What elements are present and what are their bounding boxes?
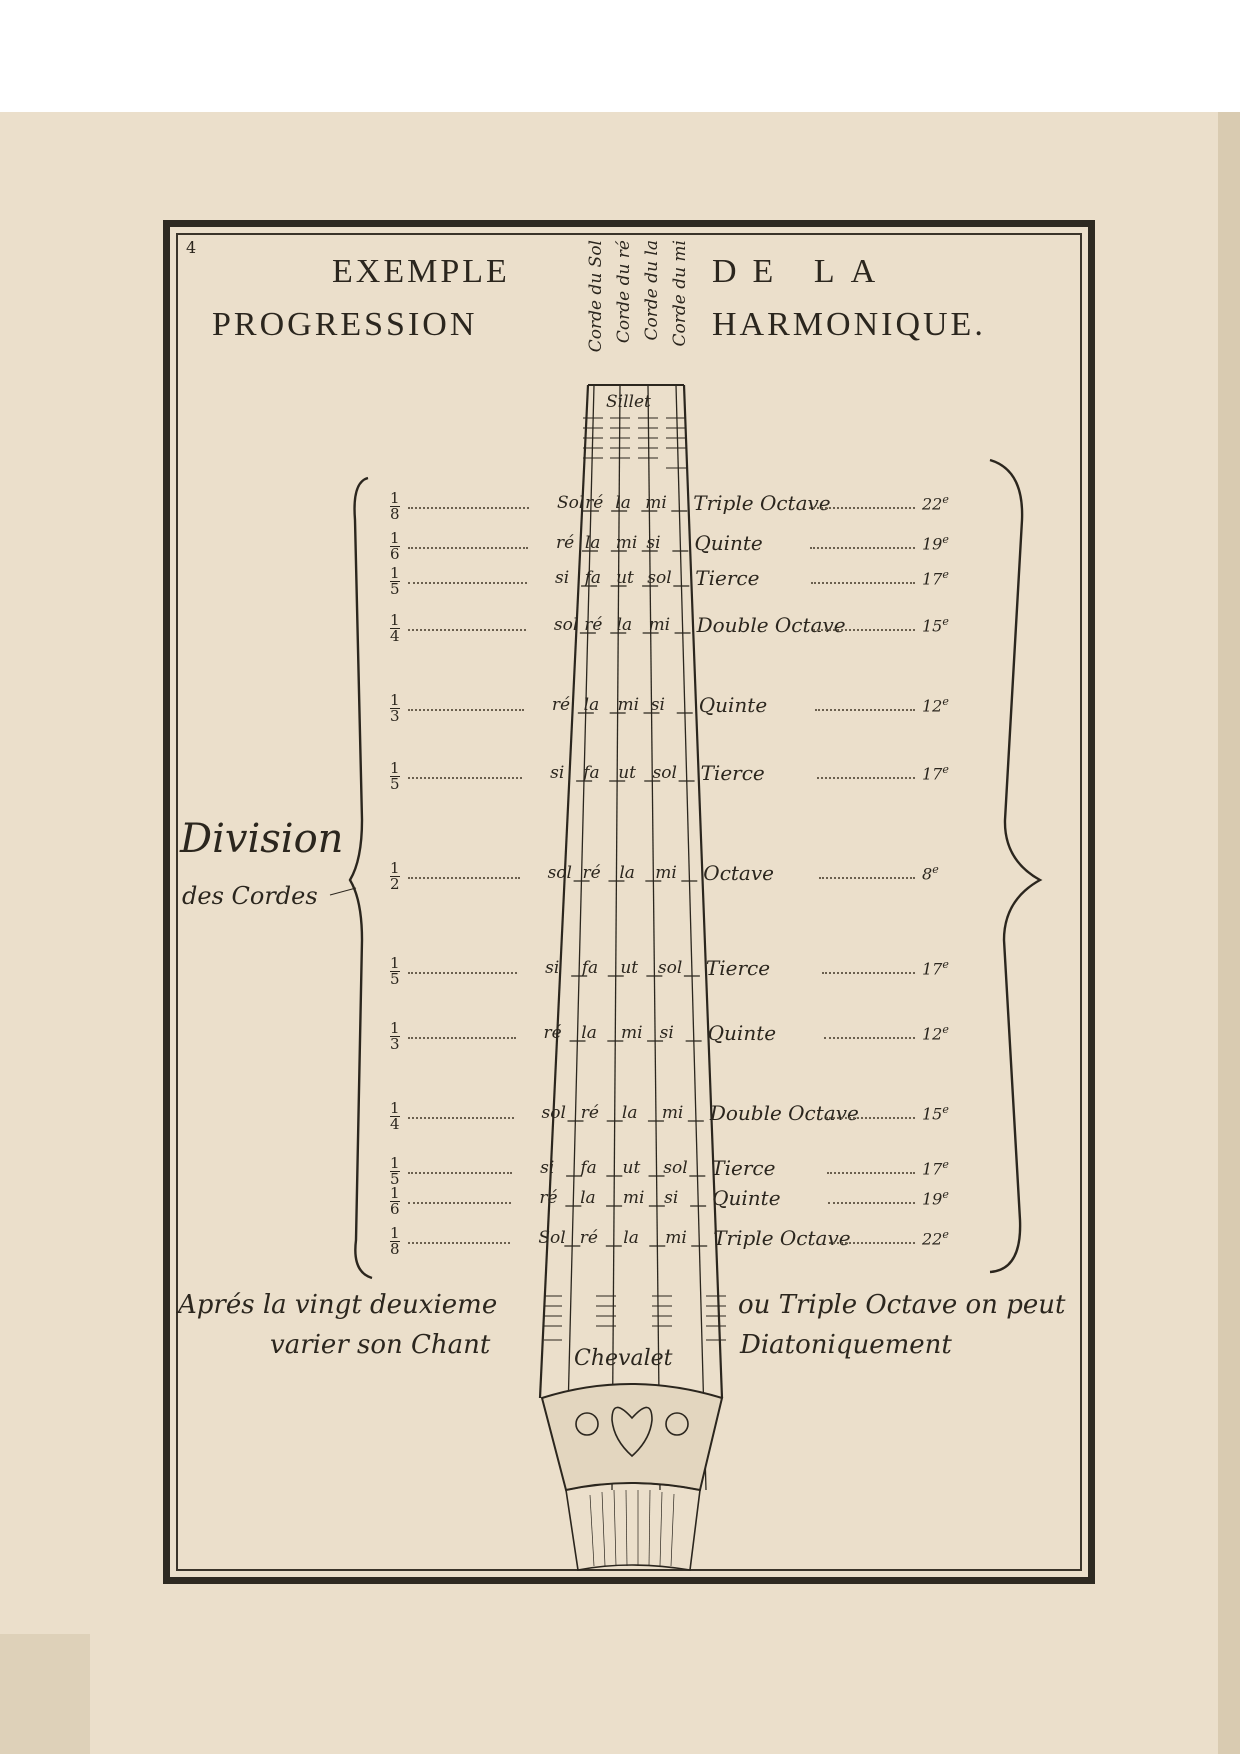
note-label: mi bbox=[665, 1228, 687, 1248]
leader-dots-right bbox=[810, 547, 915, 549]
interval-number-suffix: e bbox=[942, 695, 949, 708]
fraction-denominator: 5 bbox=[390, 775, 400, 793]
fraction-numerator: 1 bbox=[390, 1099, 400, 1117]
bridge-label: Chevalet bbox=[574, 1346, 673, 1371]
note-label: si bbox=[550, 763, 565, 783]
note-label: la bbox=[616, 615, 633, 635]
note-label: ut bbox=[622, 1158, 641, 1178]
fraction bbox=[390, 1186, 400, 1217]
note-label: si bbox=[664, 1188, 679, 1208]
fraction-numerator: 1 bbox=[390, 1019, 400, 1037]
fraction-numerator: 1 bbox=[390, 529, 400, 547]
interval-number bbox=[922, 533, 949, 553]
interval-name: Tierce bbox=[705, 956, 771, 980]
leader-dots-right bbox=[824, 1037, 915, 1039]
interval-number bbox=[922, 863, 939, 883]
note-label: si bbox=[659, 1023, 674, 1043]
note-label: sol bbox=[663, 1158, 688, 1178]
fraction bbox=[390, 491, 400, 522]
interval-number-value: 12 bbox=[922, 696, 943, 716]
fraction-numerator: 1 bbox=[390, 564, 400, 582]
note-label: sol bbox=[657, 958, 683, 978]
fraction bbox=[390, 861, 400, 892]
interval-number bbox=[922, 1023, 949, 1043]
interval-number bbox=[922, 1188, 949, 1208]
leader-dots bbox=[408, 1117, 514, 1119]
interval-number-value: 12 bbox=[922, 1024, 943, 1044]
interval-number-value: 22 bbox=[922, 494, 943, 514]
note-label: mi bbox=[648, 615, 671, 635]
note-label: ré bbox=[582, 863, 601, 883]
title-de-la: DE LA bbox=[712, 253, 892, 290]
fraction-denominator: 4 bbox=[390, 627, 400, 645]
note-label: ré bbox=[585, 493, 604, 513]
interval-number-suffix: e bbox=[942, 1188, 949, 1201]
fraction bbox=[390, 956, 400, 987]
interval-number bbox=[922, 568, 949, 588]
interval-number-value: 17 bbox=[922, 764, 943, 784]
interval-number-suffix: e bbox=[942, 958, 949, 971]
note-label: la bbox=[583, 695, 600, 715]
footer-right-1: ou Triple Octave on peut bbox=[738, 1290, 1066, 1320]
note-label: ut bbox=[620, 958, 639, 978]
fraction-numerator: 1 bbox=[390, 1184, 400, 1202]
leader-dots-right bbox=[811, 582, 915, 584]
note-label: sol bbox=[647, 568, 672, 588]
fraction bbox=[390, 1156, 400, 1187]
interval-name: Tierce bbox=[700, 761, 765, 785]
fraction bbox=[390, 531, 400, 562]
note-label: mi bbox=[645, 493, 667, 513]
leader-dots bbox=[408, 629, 526, 631]
interval-number-suffix: e bbox=[942, 615, 949, 628]
leader-dots bbox=[408, 777, 522, 779]
interval-name: Octave bbox=[703, 861, 774, 885]
fraction-denominator: 2 bbox=[390, 875, 400, 893]
note-label: la bbox=[581, 1023, 597, 1043]
left-brace bbox=[350, 478, 372, 1278]
fraction bbox=[390, 693, 400, 724]
leader-dots bbox=[408, 582, 527, 584]
leader-dots-right bbox=[809, 507, 915, 509]
leader-dots bbox=[408, 1242, 510, 1244]
right-brace bbox=[990, 460, 1040, 1272]
tailpiece-hatching bbox=[590, 1490, 674, 1566]
title-progression: PROGRESSION bbox=[212, 306, 478, 343]
footer-left-1: Aprés la vingt deuxieme bbox=[178, 1290, 498, 1320]
interval-number bbox=[922, 958, 949, 978]
note-label: la bbox=[580, 1188, 596, 1208]
interval-name: Triple Octave bbox=[693, 491, 831, 515]
division-sub-label: des Cordes bbox=[182, 882, 318, 910]
interval-number-suffix: e bbox=[932, 863, 939, 876]
interval-number-suffix: e bbox=[942, 1023, 949, 1036]
interval-name: Quinte bbox=[698, 693, 768, 717]
note-label: ré bbox=[543, 1023, 562, 1043]
interval-name: Quinte bbox=[707, 1021, 777, 1045]
fraction-denominator: 5 bbox=[390, 970, 400, 988]
interval-name: Tierce bbox=[711, 1156, 776, 1180]
note-label: fa bbox=[583, 763, 600, 783]
fraction-denominator: 4 bbox=[390, 1115, 400, 1133]
fraction bbox=[390, 1021, 400, 1052]
fraction bbox=[390, 761, 400, 792]
note-label: ré bbox=[555, 533, 575, 553]
interval-number bbox=[922, 763, 949, 783]
note-label: sol bbox=[541, 1103, 566, 1123]
note-label: ré bbox=[539, 1188, 558, 1208]
interval-name: Triple Octave bbox=[713, 1226, 851, 1250]
note-label: sol bbox=[547, 863, 572, 883]
leader-dots-right bbox=[826, 1117, 915, 1119]
interval-number bbox=[922, 615, 949, 635]
fraction-denominator: 6 bbox=[390, 1200, 400, 1218]
interval-number-suffix: e bbox=[942, 763, 949, 776]
interval-number bbox=[922, 1228, 949, 1248]
fraction bbox=[390, 1101, 400, 1132]
leader-dots-right bbox=[822, 972, 915, 974]
note-label: sol bbox=[652, 763, 677, 783]
plate-number: 4 bbox=[186, 238, 197, 257]
note-label: mi bbox=[621, 1023, 643, 1043]
leader-dots bbox=[408, 547, 528, 549]
note-label: Sol bbox=[556, 493, 585, 513]
fraction-denominator: 6 bbox=[390, 545, 400, 563]
interval-number bbox=[922, 1103, 949, 1123]
fraction-denominator: 8 bbox=[390, 1240, 400, 1258]
note-label: ré bbox=[579, 1228, 598, 1248]
interval-number-value: 19 bbox=[922, 534, 943, 554]
title-harmonique: HARMONIQUE. bbox=[712, 306, 986, 343]
fraction-numerator: 1 bbox=[390, 1154, 400, 1172]
interval-number-value: 17 bbox=[922, 569, 943, 589]
nut-label: Sillet bbox=[606, 392, 651, 412]
division-pointer bbox=[330, 888, 356, 895]
note-label: si bbox=[545, 958, 560, 978]
interval-number-value: 19 bbox=[922, 1189, 943, 1209]
interval-number-suffix: e bbox=[942, 1158, 949, 1171]
note-label: si bbox=[650, 695, 665, 715]
interval-number-value: 17 bbox=[922, 1159, 943, 1179]
interval-number bbox=[922, 493, 949, 513]
note-label: mi bbox=[617, 695, 640, 715]
note-label: si bbox=[540, 1158, 555, 1178]
fraction-numerator: 1 bbox=[390, 859, 400, 877]
string-name-la: Corde du la bbox=[642, 240, 662, 341]
fraction-denominator: 3 bbox=[390, 707, 400, 725]
interval-number-value: 15 bbox=[922, 1104, 943, 1124]
fraction bbox=[390, 566, 400, 597]
note-label: si bbox=[555, 568, 570, 588]
note-label: sol bbox=[553, 615, 579, 635]
leader-dots bbox=[408, 709, 524, 711]
interval-number-suffix: e bbox=[942, 1228, 949, 1241]
interval-number-value: 22 bbox=[922, 1229, 943, 1249]
interval-name: Quinte bbox=[712, 1186, 781, 1210]
note-label: mi bbox=[655, 863, 677, 883]
string-name-mi: Corde du mi bbox=[670, 240, 690, 347]
fraction-denominator: 8 bbox=[390, 505, 400, 523]
note-label: mi bbox=[661, 1103, 684, 1123]
note-label: mi bbox=[615, 533, 638, 553]
leader-dots-right bbox=[815, 709, 915, 711]
footer-left-2: varier son Chant bbox=[270, 1330, 491, 1360]
interval-number bbox=[922, 695, 949, 715]
note-label: Sol bbox=[538, 1228, 566, 1248]
string-name-re: Corde du ré bbox=[614, 240, 634, 344]
fraction bbox=[390, 613, 400, 644]
interval-number-value: 8 bbox=[922, 864, 933, 884]
interval-name: Tierce bbox=[695, 566, 760, 590]
note-label: fa bbox=[580, 1158, 597, 1178]
nut-frets bbox=[583, 418, 686, 468]
fraction-denominator: 5 bbox=[390, 580, 400, 598]
note-label: la bbox=[623, 1228, 639, 1248]
note-label: ut bbox=[616, 568, 634, 588]
fraction bbox=[390, 1226, 400, 1257]
leader-dots bbox=[408, 1172, 512, 1174]
fraction-numerator: 1 bbox=[390, 611, 400, 629]
leader-dots-right bbox=[819, 877, 915, 879]
interval-number bbox=[922, 1158, 949, 1178]
title-exemple: EXEMPLE bbox=[332, 253, 510, 290]
fraction-numerator: 1 bbox=[390, 691, 400, 709]
interval-number-value: 15 bbox=[922, 616, 943, 636]
tailpiece bbox=[566, 1483, 700, 1570]
fraction-numerator: 1 bbox=[390, 954, 400, 972]
interval-name: Quinte bbox=[694, 531, 763, 555]
leader-dots bbox=[408, 1037, 516, 1039]
string-name-sol: Corde du Sol bbox=[586, 240, 606, 353]
interval-number-suffix: e bbox=[942, 493, 949, 506]
fraction-numerator: 1 bbox=[390, 1224, 400, 1242]
bridge-body bbox=[542, 1384, 722, 1490]
fraction-denominator: 5 bbox=[390, 1170, 400, 1188]
leader-dots-right bbox=[828, 1202, 915, 1204]
note-label: mi bbox=[622, 1188, 645, 1208]
leader-dots-right bbox=[817, 777, 915, 779]
interval-name: Double Octave bbox=[696, 613, 846, 637]
note-label: la bbox=[619, 863, 635, 883]
fraction-denominator: 3 bbox=[390, 1035, 400, 1053]
leader-dots bbox=[408, 877, 520, 879]
note-label: la bbox=[615, 493, 631, 513]
footer-right-2: Diatoniquement bbox=[740, 1330, 952, 1360]
interval-number-value: 17 bbox=[922, 959, 943, 979]
interval-name: Double Octave bbox=[709, 1101, 859, 1125]
leader-dots bbox=[408, 507, 529, 509]
note-label: si bbox=[646, 533, 661, 553]
leader-dots bbox=[408, 1202, 511, 1204]
leader-dots-right bbox=[829, 1242, 915, 1244]
note-label: ut bbox=[618, 763, 637, 783]
leader-dots-right bbox=[827, 1172, 915, 1174]
note-label: la bbox=[584, 533, 601, 553]
interval-number-suffix: e bbox=[942, 1103, 949, 1116]
leader-dots-right bbox=[813, 629, 915, 631]
note-label: fa bbox=[581, 958, 599, 978]
note-label: ré bbox=[551, 695, 571, 715]
interval-number-suffix: e bbox=[942, 533, 949, 546]
leader-dots bbox=[408, 972, 517, 974]
note-label: ré bbox=[580, 1103, 599, 1123]
note-label: ré bbox=[584, 615, 603, 635]
interval-number-suffix: e bbox=[942, 568, 949, 581]
note-label: la bbox=[621, 1103, 638, 1123]
fraction-numerator: 1 bbox=[390, 759, 400, 777]
note-label: fa bbox=[584, 568, 602, 588]
division-label: Division bbox=[180, 816, 344, 862]
fraction-numerator: 1 bbox=[390, 489, 400, 507]
